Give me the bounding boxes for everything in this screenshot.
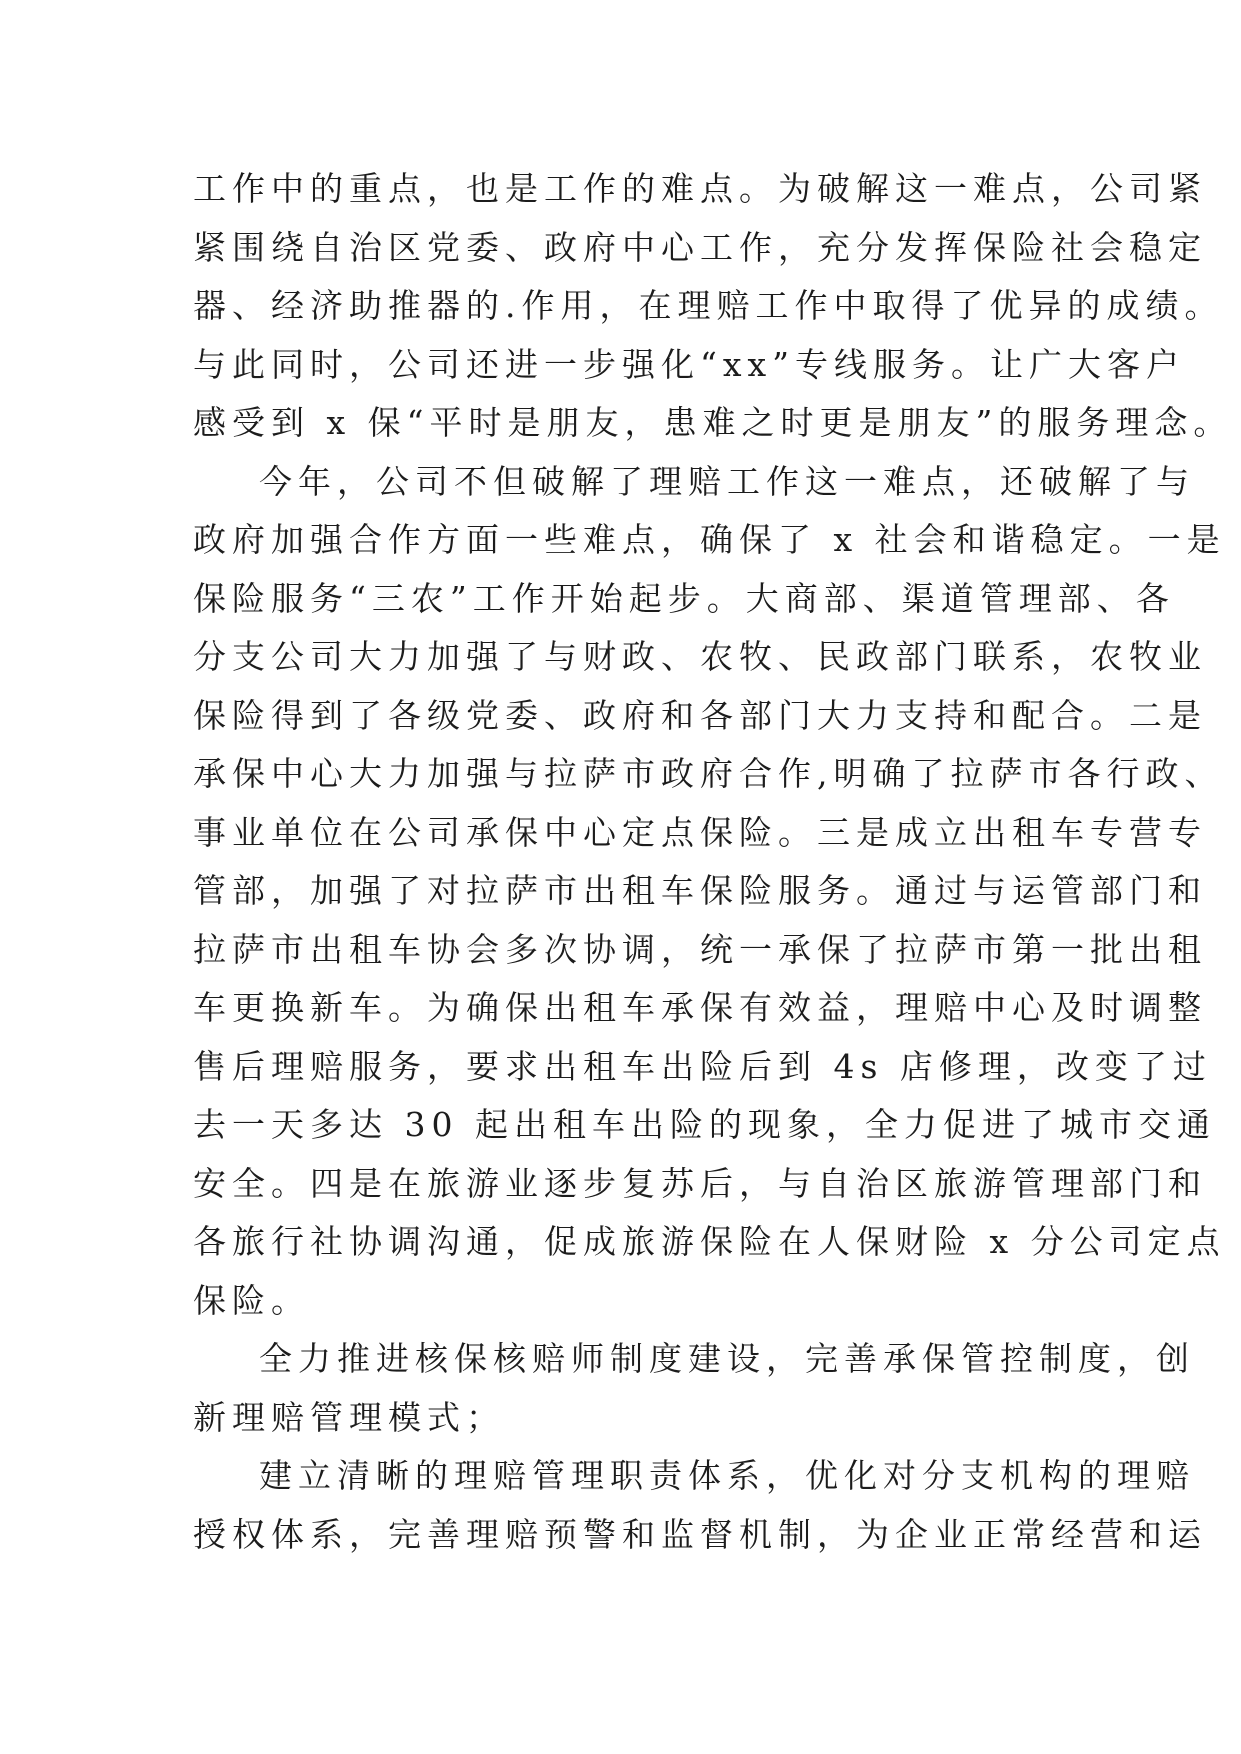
text-line: 感受到 x 保“平时是朋友，患难之时更是朋友”的服务理念。 [193,403,1233,442]
paragraph-4 [193,1447,1207,1564]
text-line: 与此同时，公司还进一步强化“xx”专线服务。让广大客户 [193,344,1185,384]
text-line: 事业单位在公司承保中心定点保险。三是成立出租车专营专 [193,812,1207,852]
text-line: 授权体系，完善理赔预警和监督机制，为企业正常经营和运 [193,1514,1207,1554]
text-line: 今年，公司不但破解了理赔工作这一难点，还破解了与 [259,461,1195,501]
text-line: 器、经济助推器的.作用，在理赔工作中取得了优异的成绩。 [193,286,1224,325]
document-body [193,160,1233,1564]
text-line: 售后理赔服务，要求出租车出险后到 4s 店修理，改变了过 [193,1046,1212,1086]
paragraph-2 [193,453,1226,1331]
text-line: 保险服务“三农”工作开始起步。大商部、渠道管理部、各 [193,578,1175,618]
text-line: 紧围绕自治区党委、政府中心工作，充分发挥保险社会稳定 [193,227,1207,267]
text-line: 新理赔管理模式； [193,1397,505,1437]
text-line: 车更换新车。为确保出租车承保有效益，理赔中心及时调整 [193,988,1207,1027]
text-line: 管部，加强了对拉萨市出租车保险服务。通过与运管部门和 [193,871,1207,910]
text-line: 政府加强合作方面一些难点，确保了 x 社会和谐稳定。一是 [193,520,1226,559]
text-line: 拉萨市出租车协会多次协调，统一承保了拉萨市第一批出租 [193,929,1207,969]
text-line: 承保中心大力加强与拉萨市政府合作,明确了拉萨市各行政、 [193,754,1224,793]
text-line: 安全。四是在旅游业逐步复苏后，与自治区旅游管理部门和 [193,1163,1207,1203]
paragraph-1 [193,160,1233,453]
text-line: 全力推进核保核赔师制度建设，完善承保管控制度，创 [259,1339,1195,1378]
text-line: 各旅行社协调沟通，促成旅游保险在人保财险 x 分公司定点 [193,1222,1226,1261]
text-line: 保险得到了各级党委、政府和各部门大力支持和配合。二是 [193,695,1207,735]
text-line: 工作中的重点，也是工作的难点。为破解这一难点，公司紧 [193,169,1207,208]
text-line: 分支公司大力加强了与财政、农牧、民政部门联系，农牧业 [193,637,1207,676]
text-line: 保险。 [193,1280,310,1320]
text-line: 去一天多达 30 起出租车出险的现象，全力促进了城市交通 [193,1105,1216,1144]
text-line: 建立清晰的理赔管理职责体系，优化对分支机构的理赔 [259,1456,1195,1495]
paragraph-3 [193,1330,1195,1447]
